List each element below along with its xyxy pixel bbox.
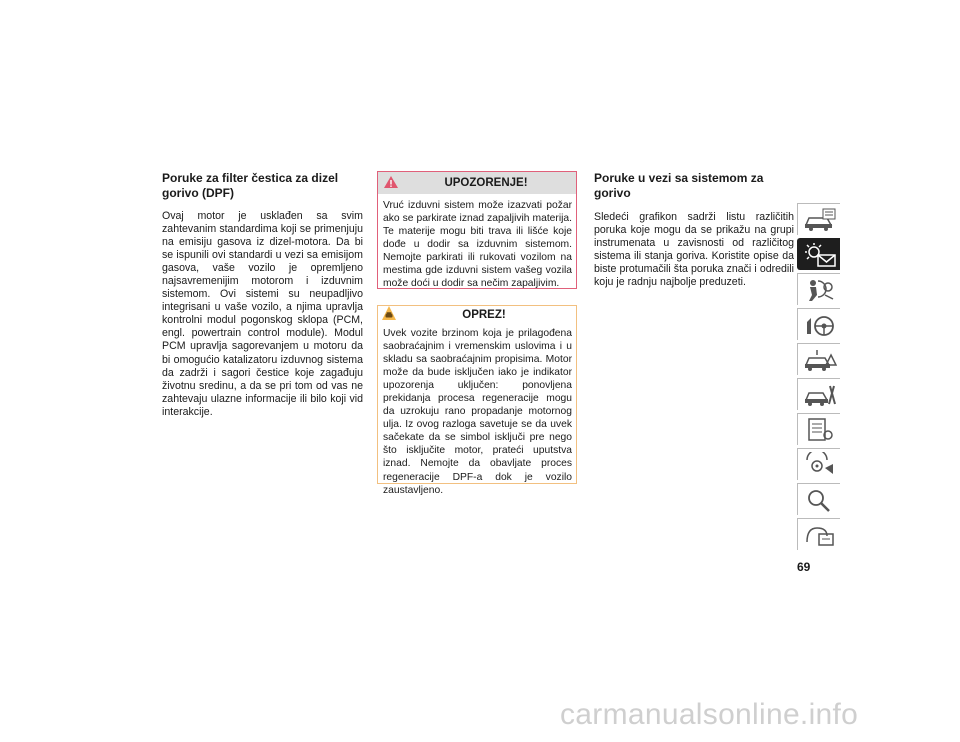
caution-header (378, 306, 576, 324)
fuel-messages-body-text: Sledeći grafikon sadrži listu različitih poruka koje mogu da se prikažu na grupi instrumenata u zavisnosti od različitog sistema ili stanja goriva. Koristite opise da biste protumačili šta poruka znači i odredili koju je radnju najbolje preduzeti. (594, 211, 794, 289)
chapter-tab-2[interactable] (797, 238, 840, 270)
language-icon (803, 522, 837, 548)
chapter-tab-7[interactable] (797, 413, 840, 445)
emergency-car-icon (803, 347, 837, 373)
index-search-icon (803, 487, 837, 513)
warning-box (377, 171, 577, 289)
caution-title: OPREZ! (462, 309, 506, 321)
specifications-list-icon (803, 417, 837, 443)
caution-car-icon (381, 305, 397, 322)
multimedia-icon (803, 452, 837, 478)
warning-body-text: Vruć izduvni sistem može izazvati požar ako se parkirate iznad zapaljivih materija. Te materije mogu biti trava ili lišće koje dođe u dodir sa izduvnim sistemom. Nemojte parkirati ili rukovati vozilom na mestima gde izduvni sistem vašeg vozila može doći u dodir sa nečim zapaljivim. (383, 200, 572, 290)
chapter-tab-3[interactable] (797, 273, 840, 305)
caution-body-text: Uvek vozite brzinom koja je prilagođena saobraćajnim i vremenskim uslovima i u skladu sa saobraćajnim propisima. Motor može da bude isključen iako je indikator upozorenja uključen: ponovljena prekidanja procesa regeneracije mogu da uzrokuju rano propadanje motornog ulja. Iz ovog razloga savetuje se da uvek sačekate da se simbol isključi pre nego što isključite motor, prateći uputstva iznad. Nemojte da obavljate proces regeneracije DPF-a dok je vozilo zaustavljeno. (383, 328, 572, 496)
warning-title: UPOZORENJE! (444, 177, 528, 189)
dpf-section (162, 171, 363, 419)
warning-header (378, 172, 576, 194)
fuel-messages-section (594, 171, 794, 289)
caution-box (377, 305, 577, 496)
chapter-tab-8[interactable] (797, 448, 840, 480)
fuel-messages-heading: Poruke u vezi sa sistemom za gorivo (594, 171, 764, 200)
warning-lights-message-icon (803, 242, 837, 268)
chapter-tab-9[interactable] (797, 483, 840, 515)
warning-triangle-icon (383, 175, 399, 189)
steering-wheel-start-icon (803, 312, 837, 338)
chapter-tab-10[interactable] (797, 518, 840, 550)
safety-airbag-icon (803, 277, 837, 303)
service-maintenance-icon (803, 382, 837, 408)
chapter-tab-4[interactable] (797, 308, 840, 340)
watermark: carmanualsonline.info (560, 698, 859, 731)
dpf-heading: Poruke za filter čestica za dizel gorivo (DPF) (162, 171, 339, 200)
car-info-icon (803, 207, 837, 233)
page-number: 69 (797, 560, 811, 574)
chapter-tab-5[interactable] (797, 343, 840, 375)
chapter-tab-6[interactable] (797, 378, 840, 410)
chapter-tab-1[interactable] (797, 203, 840, 235)
dpf-body-text: Ovaj motor je usklađen sa svim zahtevanim standardima koji se primenjuju na emisiju gasova iz dizel-motora. Da bi se ispunili ovi standardi u vezi sa emisijom gasova, vaše vozilo je opremljeno najsavremenijim motorom i izduvnim sistemom. Ovi sistemi su neupadljivo integrisani u vaše vozilo, a njima upravlja kontrolni modul pogonskog sklopa (PCM, engl. powertrain control module). Modul PCM upravlja sagorevanjem u motoru da bi omogućio katalizatoru izduvnog sistema da zadrži i sagori čestice koje zagađuju životnu sredinu, a da se pri tom od vas ne zahtevaju ulazne informacije ili bilo koji vid interakcije. (162, 210, 363, 418)
